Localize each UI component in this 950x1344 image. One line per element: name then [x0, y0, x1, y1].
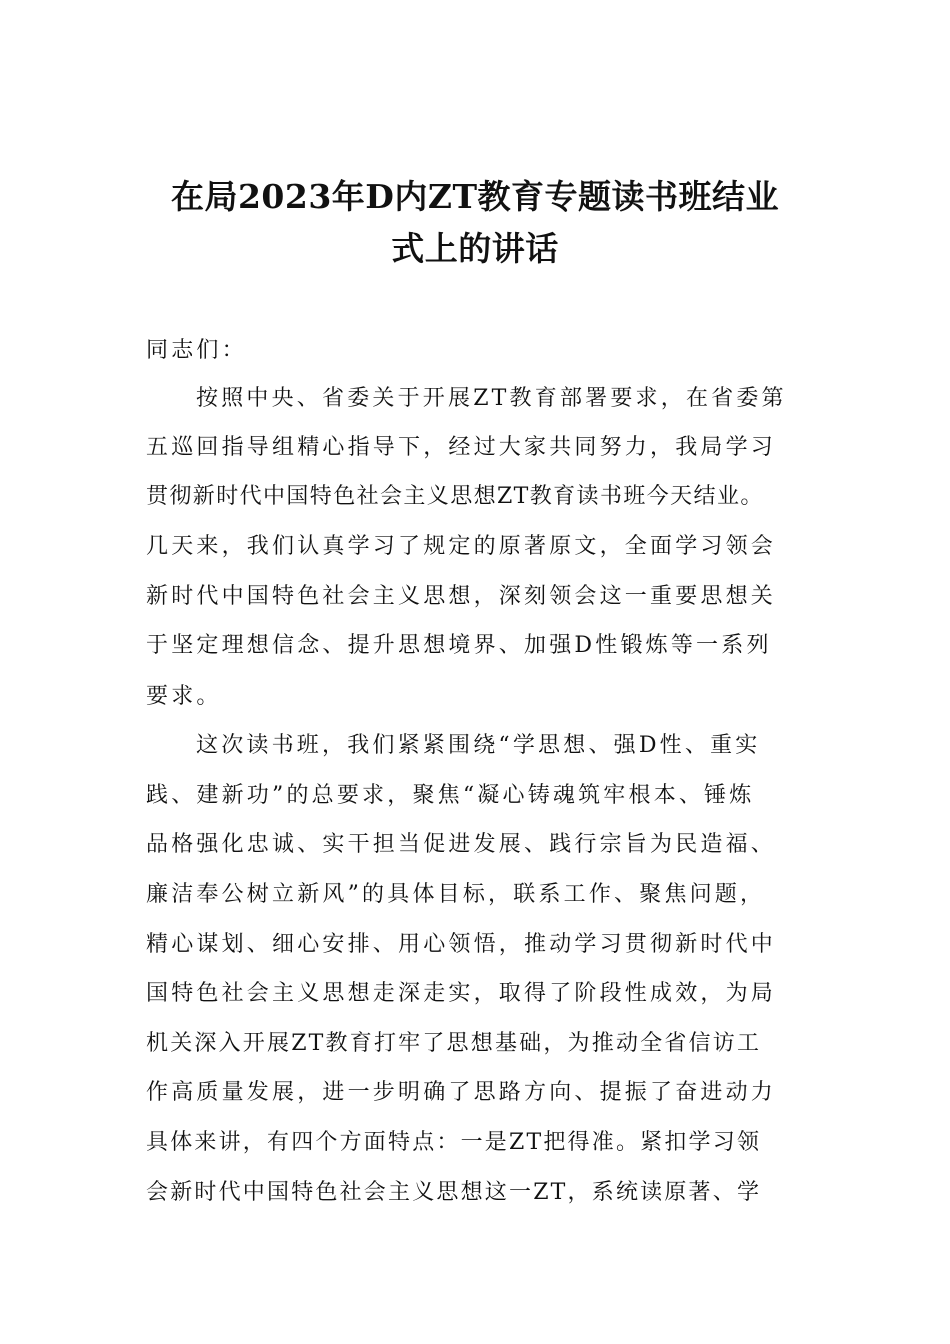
document-title-line-1: 在局2023年D内ZT教育专题读书班结业 [170, 177, 780, 216]
paragraph-line: 按照中央、省委关于开展ZT教育部署要求，在省委第 [196, 386, 787, 411]
paragraph-line: 这次读书班，我们紧紧围绕“学思想、强D性、重实 [196, 733, 761, 758]
paragraph-line: 要求。 [146, 684, 222, 709]
paragraph-line: 具体来讲，有四个方面特点：一是ZT把得准。紧扣学习领 [146, 1130, 762, 1155]
paragraph-line: 会新时代中国特色社会主义思想这一ZT，系统读原著、学 [146, 1180, 762, 1205]
paragraph-line: 几天来，我们认真学习了规定的原著原文，全面学习领会 [146, 534, 777, 559]
paragraph-line: 践、建新功”的总要求，聚焦“凝心铸魂筑牢根本、锤炼 [146, 783, 755, 808]
document-title-line-2: 式上的讲话 [391, 229, 559, 268]
paragraph-line: 品格强化忠诚、实干担当促进发展、践行宗旨为民造福、 [146, 832, 777, 857]
paragraph-line: 贯彻新时代中国特色社会主义思想ZT教育读书班今天结业。 [146, 484, 764, 509]
paragraph-line: 廉洁奉公树立新风”的具体目标，联系工作、聚焦问题， [146, 882, 766, 907]
paragraph-line: 新时代中国特色社会主义思想，深刻领会这一重要思想关 [146, 584, 777, 609]
paragraph-line: 机关深入开展ZT教育打牢了思想基础，为推动全省信访工 [146, 1031, 762, 1056]
salutation: 同志们： [146, 338, 247, 363]
paragraph-line: 作高质量发展，进一步明确了思路方向、提振了奋进动力 [146, 1080, 777, 1105]
paragraph-line: 国特色社会主义思想走深走实，取得了阶段性成效，为局 [146, 981, 777, 1006]
paragraph-line: 精心谋划、细心安排、用心领悟，推动学习贯彻新时代中 [146, 932, 777, 957]
paragraph-line: 五巡回指导组精心指导下，经过大家共同努力，我局学习 [146, 435, 777, 460]
paragraph-line: 于坚定理想信念、提升思想境界、加强D性锻炼等一系列 [146, 633, 772, 658]
